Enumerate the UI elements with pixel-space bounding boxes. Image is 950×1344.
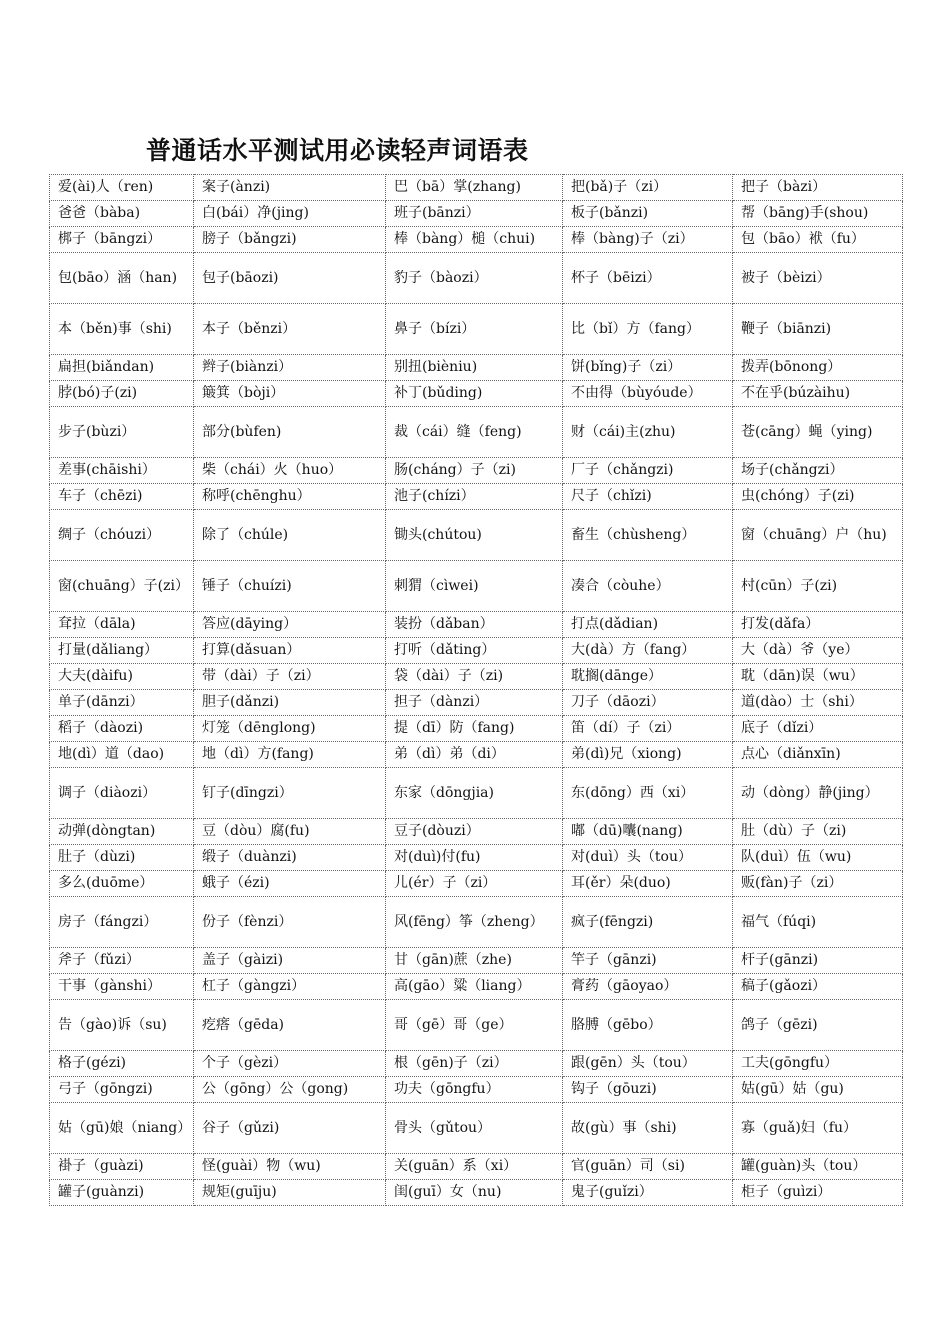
word-cell: 担子（dànzi）	[386, 690, 563, 716]
word-cell: 柴（chái）火（huo）	[194, 458, 386, 484]
word-cell: 嘟（dū)囔(nang)	[563, 819, 733, 845]
page-title: 普通话水平测试用必读轻声词语表	[146, 136, 529, 165]
table-row	[50, 1051, 903, 1077]
word-cell: 拨弄(bōnong）	[733, 355, 903, 381]
word-cell: 本（běn)事（shi)	[50, 304, 194, 355]
word-cell: 竿子（gānzi)	[563, 948, 733, 974]
word-cell: 哥（gē）哥（ge）	[386, 1000, 563, 1051]
word-cell: 装扮（dǎban）	[386, 612, 563, 638]
word-cell: 窗（chuāng）户（hu)	[733, 510, 903, 561]
word-cell: 帮（bāng)手(shou)	[733, 201, 903, 227]
word-cell: 梆子（bāngzi）	[50, 227, 194, 253]
word-cell: 步子(bùzi）	[50, 407, 194, 458]
word-cell: 地（dì）方(fang)	[194, 742, 386, 768]
word-cell: 部分(bùfen)	[194, 407, 386, 458]
table-row	[50, 819, 903, 845]
word-cell: 巴（bā）掌(zhang)	[386, 175, 563, 201]
word-cell: 大夫(dàifu)	[50, 664, 194, 690]
word-cell: 功夫（gōngfu）	[386, 1077, 563, 1103]
table-row	[50, 175, 903, 201]
word-cell: 跟(gēn）头（tou）	[563, 1051, 733, 1077]
word-cell: 公（gōng）公（gong)	[194, 1077, 386, 1103]
word-cell: 斧子（fǔzi）	[50, 948, 194, 974]
word-cell: 根（gēn)子（zi）	[386, 1051, 563, 1077]
table-row	[50, 974, 903, 1000]
word-cell: 高(gāo）粱（liang）	[386, 974, 563, 1000]
word-cell: 柜子（guìzi）	[733, 1180, 903, 1206]
table-row	[50, 897, 903, 948]
word-cell: 告（gào)诉（su)	[50, 1000, 194, 1051]
word-cell: 裁（cái）缝（feng)	[386, 407, 563, 458]
word-cell: 刺猬（cìwei)	[386, 561, 563, 612]
word-cell: 鬼子(guǐzi）	[563, 1180, 733, 1206]
word-cell: 罐子(guànzi)	[50, 1180, 194, 1206]
word-cell: 包(bāo）涵（han)	[50, 253, 194, 304]
word-cell: 稿子(gǎozi）	[733, 974, 903, 1000]
table-row	[50, 510, 903, 561]
word-cell: 棒（bàng）槌（chui)	[386, 227, 563, 253]
word-cell: 胳膊（gēbo）	[563, 1000, 733, 1051]
word-cell: 苍(cāng）蝇（ying)	[733, 407, 903, 458]
table-row	[50, 638, 903, 664]
word-cell: 蛾子（ézi)	[194, 871, 386, 897]
word-cell: 池子(chízi）	[386, 484, 563, 510]
word-cell: 锤子（chuízi)	[194, 561, 386, 612]
table-row	[50, 1103, 903, 1154]
word-cell: 盖子（gàizi)	[194, 948, 386, 974]
word-cell: 肠(cháng）子（zi)	[386, 458, 563, 484]
word-cell: 灯笼（dēnglong)	[194, 716, 386, 742]
word-cell: 房子（fángzi）	[50, 897, 194, 948]
word-cell: 爱(ài)人（ren)	[50, 175, 194, 201]
word-cell: 笛（dí）子（zi）	[563, 716, 733, 742]
word-cell: 比（bǐ）方（fang）	[563, 304, 733, 355]
table-row	[50, 407, 903, 458]
table-row	[50, 355, 903, 381]
word-cell: 除了（chúle)	[194, 510, 386, 561]
word-cell: 干事（gànshi）	[50, 974, 194, 1000]
word-cell: 提（dī）防（fang)	[386, 716, 563, 742]
table-row	[50, 484, 903, 510]
table-row	[50, 253, 903, 304]
word-cell: 鼻子（bízi）	[386, 304, 563, 355]
word-cell: 弟（dì）弟（di）	[386, 742, 563, 768]
word-cell: 规矩(guīju)	[194, 1180, 386, 1206]
word-cell: 爸爸（bàba)	[50, 201, 194, 227]
word-cell: 肚子（dùzi)	[50, 845, 194, 871]
word-cell: 杠子（gàngzi）	[194, 974, 386, 1000]
word-cell: 对(duì)付(fu)	[386, 845, 563, 871]
word-cell: 贩(fàn)子（zi）	[733, 871, 903, 897]
word-cell: 工夫(gōngfu）	[733, 1051, 903, 1077]
word-cell: 点心（diǎnxīn)	[733, 742, 903, 768]
word-cell: 袋（dài）子（zi)	[386, 664, 563, 690]
word-cell: 杆子(gānzi)	[733, 948, 903, 974]
word-cell: 辫子(biànzi）	[194, 355, 386, 381]
word-cell: 打算(dǎsuan）	[194, 638, 386, 664]
word-cell: 杯子（bēizi）	[563, 253, 733, 304]
word-cell: 钉子(dīngzi）	[194, 768, 386, 819]
word-cell: 缎子（duànzi)	[194, 845, 386, 871]
word-cell: 簸箕（bòji）	[194, 381, 386, 407]
word-cell: 闺(guī）女（nu)	[386, 1180, 563, 1206]
word-cell: 打发(dǎfa）	[733, 612, 903, 638]
word-cell: 怪(guài）物（wu)	[194, 1154, 386, 1180]
word-cell: 格子(gézi)	[50, 1051, 194, 1077]
word-cell: 福气（fúqi)	[733, 897, 903, 948]
word-cell: 凑合（còuhe）	[563, 561, 733, 612]
word-cell: 刀子（dāozi）	[563, 690, 733, 716]
word-cell: 动弹(dòngtan)	[50, 819, 194, 845]
word-cell: 甘（gān)蔗（zhe)	[386, 948, 563, 974]
table-row	[50, 742, 903, 768]
table-row	[50, 561, 903, 612]
word-cell: 打点(dǎdian)	[563, 612, 733, 638]
word-cell: 车子（chēzi)	[50, 484, 194, 510]
word-cell: 称呼(chēnghu）	[194, 484, 386, 510]
word-cell: 罐(guàn)头（tou）	[733, 1154, 903, 1180]
word-cell: 班子(bānzi）	[386, 201, 563, 227]
word-cell: 对(duì）头（tou）	[563, 845, 733, 871]
word-cell: 谷子（gǔzi)	[194, 1103, 386, 1154]
word-cell: 本子（běnzi）	[194, 304, 386, 355]
word-cell: 把(bǎ)子（zi）	[563, 175, 733, 201]
table-row	[50, 227, 903, 253]
word-cell: 板子(bǎnzi)	[563, 201, 733, 227]
word-cell: 绸子（chóuzi）	[50, 510, 194, 561]
word-cell: 被子（bèizi）	[733, 253, 903, 304]
table-row	[50, 871, 903, 897]
word-cell: 大（dà）爷（ye）	[733, 638, 903, 664]
word-cell: 动（dòng）静(jing）	[733, 768, 903, 819]
word-cell: 弟(dì)兄（xiong)	[563, 742, 733, 768]
word-cell: 不由得（bùyóude）	[563, 381, 733, 407]
word-cell: 豹子（bàozi）	[386, 253, 563, 304]
word-cell: 打量(dǎliang）	[50, 638, 194, 664]
word-cell: 厂子（chǎngzi)	[563, 458, 733, 484]
word-cell: 稻子（dàozi)	[50, 716, 194, 742]
word-cell: 畜生（chùsheng）	[563, 510, 733, 561]
word-cell: 东家（dōngjia)	[386, 768, 563, 819]
table-row	[50, 768, 903, 819]
word-cell: 豆子(dòuzi）	[386, 819, 563, 845]
word-cell: 疙瘩（gēda)	[194, 1000, 386, 1051]
word-table	[49, 174, 903, 1206]
word-cell: 答应(dāying）	[194, 612, 386, 638]
word-cell: 骨头（gǔtou）	[386, 1103, 563, 1154]
word-cell: 鞭子（biānzi)	[733, 304, 903, 355]
word-cell: 钩子（gōuzi)	[563, 1077, 733, 1103]
word-cell: 多么(duōme）	[50, 871, 194, 897]
word-cell: 包子(bāozi)	[194, 253, 386, 304]
word-cell: 单子(dānzi）	[50, 690, 194, 716]
word-cell: 膀子（bǎngzi)	[194, 227, 386, 253]
word-cell: 故(gù）事（shi)	[563, 1103, 733, 1154]
word-cell: 鸽子（gēzi)	[733, 1000, 903, 1051]
word-cell: 底子（dǐzi）	[733, 716, 903, 742]
word-cell: 儿(ér）子（zi）	[386, 871, 563, 897]
table-row	[50, 716, 903, 742]
table-row	[50, 948, 903, 974]
word-cell: 肚（dù）子（zi)	[733, 819, 903, 845]
word-cell: 包（bāo）袱（fu）	[733, 227, 903, 253]
word-cell: 虫(chóng）子(zi)	[733, 484, 903, 510]
word-cell: 个子（gèzi）	[194, 1051, 386, 1077]
word-cell: 官(guān）司（si)	[563, 1154, 733, 1180]
table-row	[50, 201, 903, 227]
word-cell: 弓子（gōngzi)	[50, 1077, 194, 1103]
word-cell: 不在乎(búzàihu)	[733, 381, 903, 407]
table-row	[50, 458, 903, 484]
word-cell: 关(guān）系（xi）	[386, 1154, 563, 1180]
word-cell: 差事(chāishi）	[50, 458, 194, 484]
word-cell: 疯子(fēngzi)	[563, 897, 733, 948]
table-row	[50, 664, 903, 690]
table-row	[50, 381, 903, 407]
word-cell: 场子(chǎngzi）	[733, 458, 903, 484]
table-body	[50, 175, 903, 1206]
word-cell: 大(dà）方（fang）	[563, 638, 733, 664]
word-cell: 调子（diàozi）	[50, 768, 194, 819]
word-cell: 耽搁(dānge）	[563, 664, 733, 690]
word-cell: 窗(chuāng）子(zi）	[50, 561, 194, 612]
word-cell: 案子(ànzi)	[194, 175, 386, 201]
word-cell: 别扭(bièniu)	[386, 355, 563, 381]
table-row	[50, 690, 903, 716]
word-cell: 把子（bàzi）	[733, 175, 903, 201]
word-cell: 带（dài）子（zi）	[194, 664, 386, 690]
word-cell: 胆子(dǎnzi)	[194, 690, 386, 716]
word-cell: 道(dào）士（shi）	[733, 690, 903, 716]
word-cell: 财（cái)主(zhu)	[563, 407, 733, 458]
table-row	[50, 845, 903, 871]
word-cell: 补丁(bǔding)	[386, 381, 563, 407]
word-cell: 饼(bǐng)子（zi）	[563, 355, 733, 381]
word-cell: 耽（dān)误（wu）	[733, 664, 903, 690]
word-cell: 姑（gū)娘（niang）	[50, 1103, 194, 1154]
word-cell: 耳(ěr）朵(duo)	[563, 871, 733, 897]
word-cell: 扁担(biǎndan)	[50, 355, 194, 381]
word-cell: 姑(gū）姑（gu)	[733, 1077, 903, 1103]
word-cell: 寡（guǎ)妇（fu）	[733, 1103, 903, 1154]
word-cell: 尺子（chǐzi)	[563, 484, 733, 510]
word-cell: 份子（fènzi）	[194, 897, 386, 948]
word-cell: 豆（dòu）腐(fu)	[194, 819, 386, 845]
table-row	[50, 1154, 903, 1180]
table-row	[50, 1077, 903, 1103]
word-cell: 脖(bó)子(zi)	[50, 381, 194, 407]
table-row	[50, 304, 903, 355]
word-cell: 白(bái）净(jing)	[194, 201, 386, 227]
word-cell: 风(fēng）筝（zheng）	[386, 897, 563, 948]
word-cell: 棒（bàng)子（zi）	[563, 227, 733, 253]
word-cell: 锄头(chútou)	[386, 510, 563, 561]
word-cell: 队(duì）伍（wu)	[733, 845, 903, 871]
word-cell: 膏药（gāoyao）	[563, 974, 733, 1000]
word-cell: 东(dōng）西（xi）	[563, 768, 733, 819]
word-cell: 村(cūn）子(zi)	[733, 561, 903, 612]
table-row	[50, 612, 903, 638]
table-row	[50, 1180, 903, 1206]
word-cell: 褂子（guàzi)	[50, 1154, 194, 1180]
word-cell: 打听（dǎting）	[386, 638, 563, 664]
word-cell: 地(dì）道（dao)	[50, 742, 194, 768]
word-cell: 耷拉（dāla)	[50, 612, 194, 638]
table-row	[50, 1000, 903, 1051]
